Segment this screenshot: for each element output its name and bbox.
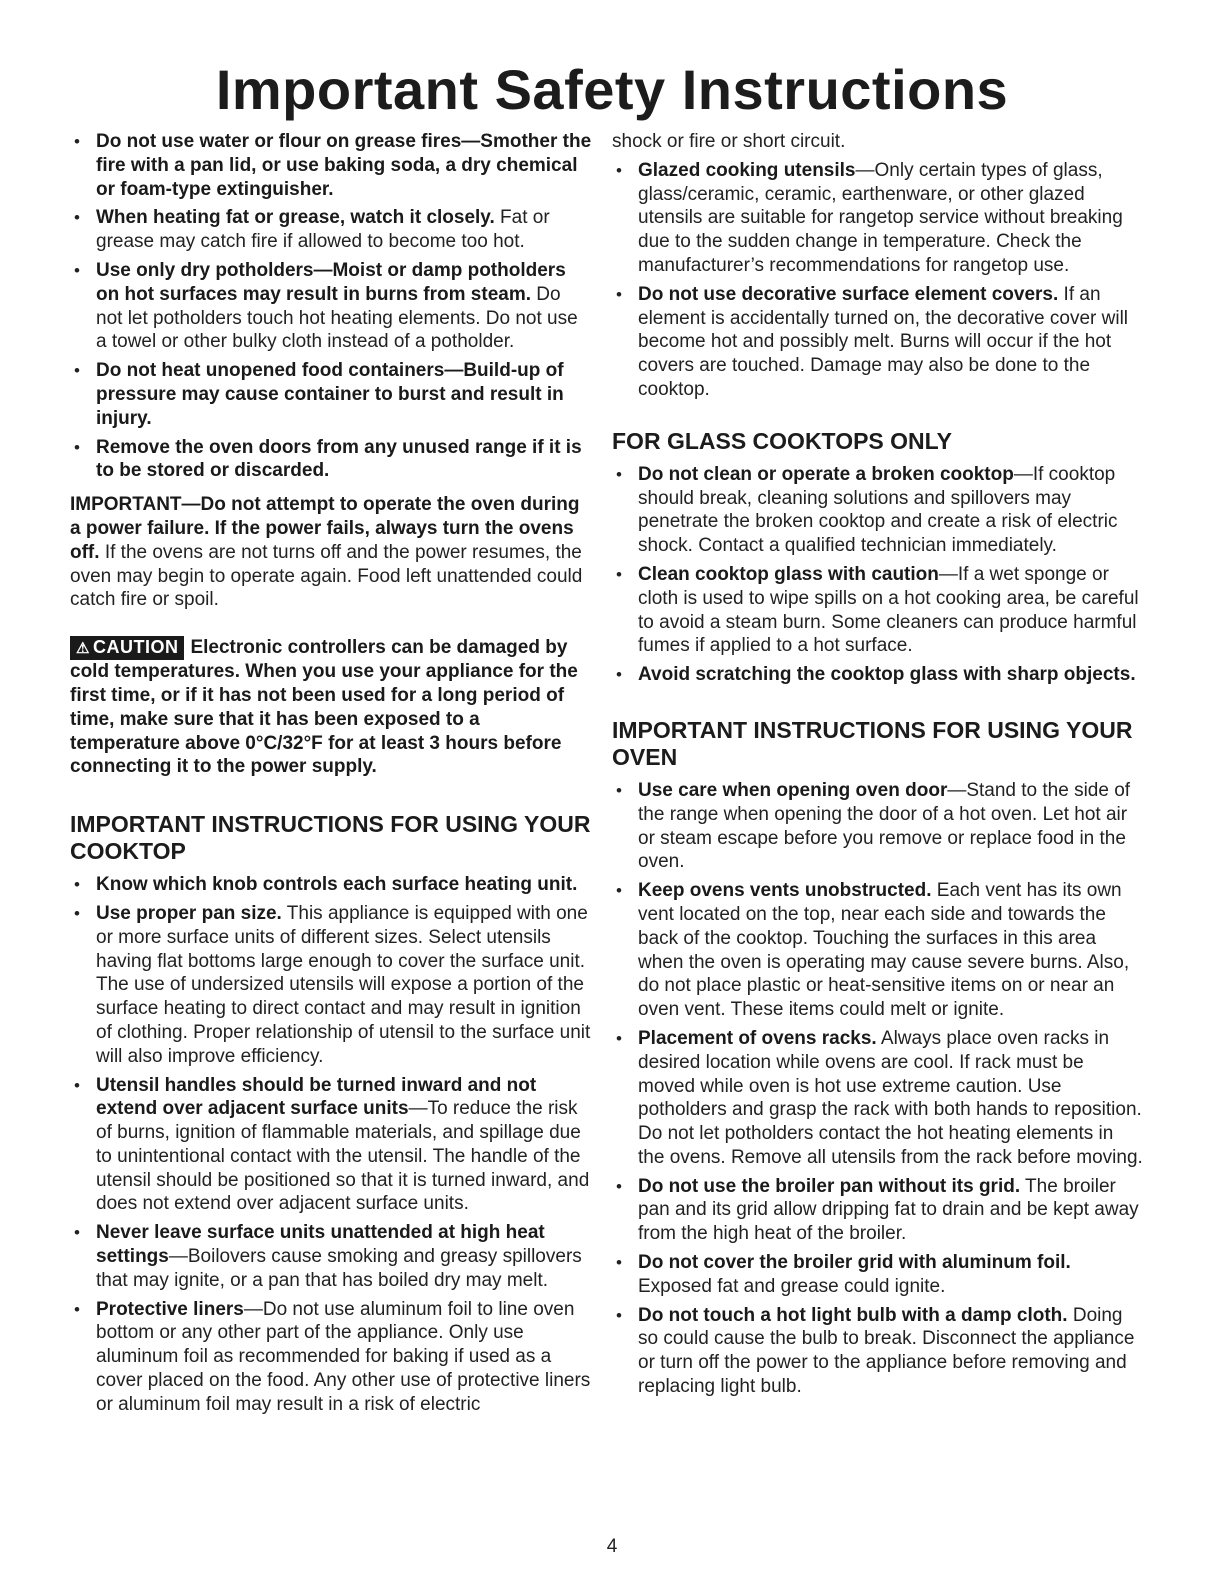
list-item-text: Exposed fat and grease could ignite.	[638, 1275, 946, 1297]
caution-text: Electronic controllers can be damaged by cold temperatures. When you use your appliance for the first time, or if it has not been used for a long period of time, make sure that it has been exposed to a temperature above 0°C/32°F for at least 3 hours before connecting it to the power supply.	[70, 637, 578, 778]
list-item-text: Each vent has its own vent located on the top, near each side and towards the back of the cooktop. Touching the surfaces in this area when the oven is operating may cause severe burns. Also, do not place plastic or heat-sensitive items on or near an oven vent. These items could melt or ignite.	[638, 880, 1130, 1021]
warning-triangle-icon: ⚠	[76, 640, 90, 658]
general-safety-list	[70, 130, 592, 483]
list-item	[612, 1251, 1144, 1299]
cooktop-list	[70, 873, 592, 1417]
list-item	[612, 1027, 1144, 1170]
list-item-text: If an element is accidentally turned on, the decorative cover will become hot and possibly melt. Burns will occur if the hot covers are touched. Damage may also be done to the cooktop.	[638, 283, 1129, 400]
list-item	[70, 206, 592, 254]
list-item	[70, 436, 592, 484]
list-item	[612, 663, 1144, 687]
list-item	[70, 902, 592, 1069]
list-item-text: The broiler pan and its grid allow dripping fat to drain and be kept away from the high heat of the broiler.	[638, 1175, 1139, 1245]
list-item-bold: Avoid scratching the cooktop glass with sharp objects.	[638, 664, 1136, 686]
list-item-bold: Keep ovens vents unobstructed.	[638, 880, 932, 902]
list-item-text: —If a wet sponge or cloth is used to wipe spills on a hot cooking area, be careful to avoid a steam burn. Some cleaners can produce harmful fumes if applied to a hot surface.	[638, 563, 1139, 657]
important-power-failure-text: If the ovens are not turns off and the power resumes, the oven may begin to operate again. Food left unattended could catch fire or spoil.	[70, 541, 583, 611]
important-power-failure-bold: IMPORTANT—Do not attempt to operate the oven during a power failure. If the power fails, always turn the ovens off.	[70, 494, 580, 563]
list-item-text: Doing so could cause the bulb to break. Disconnect the appliance or turn off the power to the appliance before removing and replacing light bulb.	[638, 1304, 1135, 1398]
list-item-bold: Use proper pan size.	[96, 902, 282, 924]
list-item-bold: Clean cooktop glass with caution	[638, 563, 939, 585]
list-item	[612, 159, 1144, 278]
list-item	[612, 1304, 1144, 1399]
page-number: 4	[606, 1536, 618, 1557]
list-item	[70, 1074, 592, 1217]
list-item-text: —Do not use aluminum foil to line oven bottom or any other part of the appliance. Only use aluminum foil as recommended for baking if used as a cover placed on the food. Any other use of protective liners or aluminum foil may result in a risk of electric	[96, 1298, 591, 1415]
list-item	[70, 130, 592, 201]
list-item-text: Do not let potholders touch hot heating elements. Do not use a towel or other bulky cloth instead of a potholder.	[96, 283, 578, 353]
right-column	[612, 130, 1144, 1404]
list-item-text: Always place oven racks in desired location while ovens are cool. If rack must be moved while oven is hot use extreme caution. Use potholders and grasp the rack with both hands to reposition. Do not let potholders contact the hot heating elements in the ovens. Remove all utensils from the rack before moving.	[638, 1027, 1143, 1168]
list-item-text: —If cooktop should break, cleaning solutions and spillovers may penetrate the broken cooktop and create a risk of electric shock. Contact a qualified technician immediately.	[638, 463, 1118, 557]
list-item-bold: Do not cover the broiler grid with aluminum foil.	[638, 1252, 1071, 1274]
list-item	[70, 1221, 592, 1292]
continuation-text: shock or fire or short circuit.	[612, 131, 846, 152]
list-item-bold: Do not touch a hot light bulb with a damp cloth.	[638, 1304, 1068, 1326]
list-item-bold: Do not use the broiler pan without its grid.	[638, 1175, 1021, 1197]
list-item-bold: Never leave surface units unattended at high heat settings	[96, 1222, 545, 1268]
cooktop-heading: IMPORTANT INSTRUCTIONS FOR USING YOUR COOKTOP	[70, 811, 591, 865]
list-item-text: —Boilovers cause smoking and greasy spillovers that may ignite, or a pan that has boiled dry may melt.	[96, 1246, 582, 1291]
list-item-text: —To reduce the risk of burns, ignition of flammable materials, and spillage due to unintentional contact with the utensil. The handle of the utensil should be positioned so that it is turned inward, and does not extend over adjacent surface units.	[96, 1098, 590, 1215]
list-item-text: This appliance is equipped with one or more surface units of different sizes. Select utensils having flat bottoms large enough to cover the surface unit. The use of undersized utensils will expose a portion of the surface heating to direct contact and may result in ignition of clothing. Proper relationship of utensil to the surface unit will also improve efficiency.	[96, 902, 591, 1067]
list-item-bold: Do not use water or flour on grease fires—Smother the fire with a pan lid, or use baking soda, a dry chemical or foam-type extinguisher.	[96, 131, 592, 200]
list-item	[612, 779, 1144, 874]
list-item-bold: Remove the oven doors from any unused range if it is to be stored or discarded.	[96, 436, 582, 482]
list-item	[70, 359, 592, 430]
caution-badge	[70, 636, 184, 660]
left-column	[70, 130, 592, 1422]
list-item-text: Fat or grease may catch fire if allowed to become too hot.	[96, 207, 550, 253]
utensil-list	[612, 159, 1144, 402]
list-item	[70, 259, 592, 354]
list-item-bold: Glazed cooking utensils	[638, 159, 856, 181]
list-item-text: —Only certain types of glass, glass/ceramic, ceramic, earthenware, or other glazed utensils are suitable for rangetop service without breaking due to the sudden change in temperature. Check the manufacturer’s recommendations for rangetop use.	[638, 159, 1123, 276]
list-item-bold: Placement of ovens racks.	[638, 1027, 877, 1049]
list-item-bold: Use care when opening oven door	[638, 779, 948, 801]
important-power-failure	[70, 493, 592, 612]
list-item	[612, 879, 1144, 1022]
list-item-bold: Do not clean or operate a broken cooktop	[638, 463, 1014, 485]
list-item	[612, 1175, 1144, 1246]
list-item-bold: Utensil handles should be turned inward and not extend over adjacent surface units	[96, 1074, 537, 1120]
page-title: Important Safety Instructions	[215, 58, 1009, 121]
list-item-bold: Know which knob controls each surface heating unit.	[96, 874, 578, 896]
list-item	[70, 1298, 592, 1417]
list-item-text: —Stand to the side of the range when opening the door of a hot oven. Let hot air or steam escape before you remove or replace food in the oven.	[638, 779, 1131, 873]
list-item-bold: Protective liners	[96, 1298, 244, 1320]
list-item	[612, 563, 1144, 658]
list-item-bold: Use only dry potholders—Moist or damp potholders on hot surfaces may result in burns from steam.	[96, 259, 566, 305]
oven-heading: IMPORTANT INSTRUCTIONS FOR USING YOUR OVEN	[612, 716, 1133, 770]
list-item	[70, 873, 592, 897]
oven-list	[612, 779, 1144, 1399]
caution-notice	[70, 636, 592, 779]
list-item	[612, 463, 1144, 558]
list-item	[612, 283, 1144, 402]
list-item-bold: Do not use decorative surface element covers.	[638, 283, 1059, 305]
list-item-bold: When heating fat or grease, watch it closely.	[96, 207, 495, 229]
glass-cooktop-heading: FOR GLASS COOKTOPS ONLY	[612, 427, 952, 454]
caution-label: CAUTION	[92, 637, 179, 658]
glass-cooktop-list	[612, 463, 1144, 687]
list-item-bold: Do not heat unopened food containers—Build-up of pressure may cause container to burst and result in injury.	[96, 360, 564, 429]
